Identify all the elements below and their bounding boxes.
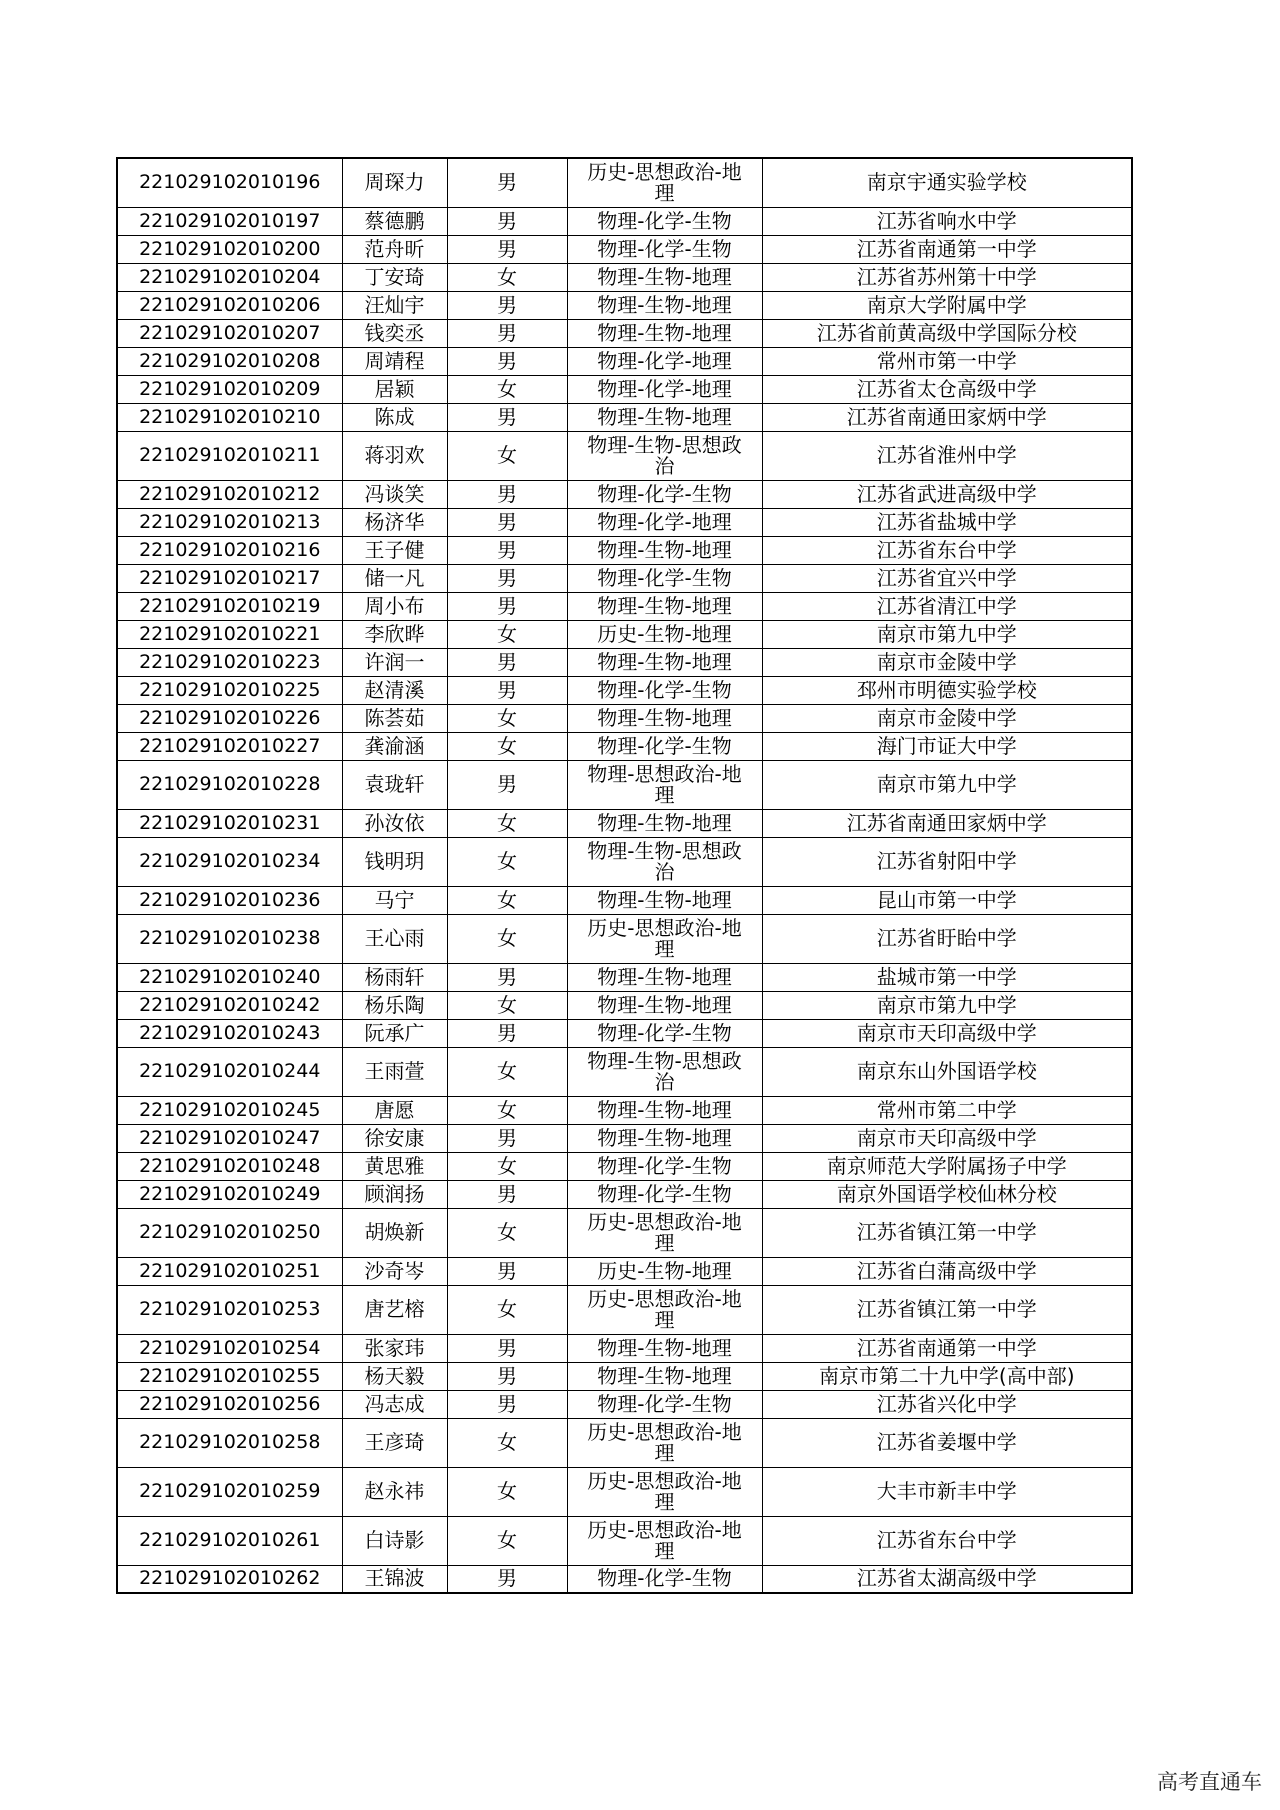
cell-sex: 女: [447, 431, 567, 480]
cell-school: 海门市证大中学: [762, 732, 1132, 760]
cell-student-id: 221029102010259: [117, 1467, 342, 1516]
table-row: [117, 1390, 1132, 1418]
table-row: [117, 235, 1132, 263]
cell-student-id: 221029102010236: [117, 886, 342, 914]
cell-subjects: [567, 1418, 762, 1467]
cell-school: 昆山市第一中学: [762, 886, 1132, 914]
cell-name: 杨济华: [342, 508, 447, 536]
cell-school: 江苏省镇江第一中学: [762, 1285, 1132, 1334]
cell-sex: 女: [447, 1285, 567, 1334]
cell-sex: 女: [447, 1152, 567, 1180]
cell-school: 盐城市第一中学: [762, 963, 1132, 991]
cell-subjects: 物理-化学-生物: [567, 1390, 762, 1418]
cell-school: 江苏省东台中学: [762, 536, 1132, 564]
cell-sex: 女: [447, 809, 567, 837]
cell-student-id: 221029102010256: [117, 1390, 342, 1418]
cell-subjects: [567, 158, 762, 207]
cell-subjects: [567, 1047, 762, 1096]
cell-school: 江苏省苏州第十中学: [762, 263, 1132, 291]
cell-subjects: 物理-生物-地理: [567, 319, 762, 347]
cell-school: 常州市第一中学: [762, 347, 1132, 375]
cell-student-id: 221029102010227: [117, 732, 342, 760]
cell-student-id: 221029102010213: [117, 508, 342, 536]
table-row: [117, 263, 1132, 291]
cell-student-id: 221029102010248: [117, 1152, 342, 1180]
cell-student-id: 221029102010247: [117, 1124, 342, 1152]
cell-school: 江苏省兴化中学: [762, 1390, 1132, 1418]
cell-school: 江苏省前黄高级中学国际分校: [762, 319, 1132, 347]
cell-sex: 女: [447, 1516, 567, 1565]
cell-name: 胡焕新: [342, 1208, 447, 1257]
cell-school: 南京市第九中学: [762, 760, 1132, 809]
cell-student-id: 221029102010209: [117, 375, 342, 403]
cell-subjects: [567, 1285, 762, 1334]
cell-name: 王锦波: [342, 1565, 447, 1593]
cell-name: 张家玮: [342, 1334, 447, 1362]
cell-sex: 女: [447, 1047, 567, 1096]
table-row: [117, 837, 1132, 886]
cell-student-id: 221029102010212: [117, 480, 342, 508]
cell-subjects: 物理-生物-地理: [567, 1362, 762, 1390]
cell-sex: 男: [447, 1019, 567, 1047]
cell-school: 江苏省姜堰中学: [762, 1418, 1132, 1467]
cell-student-id: 221029102010244: [117, 1047, 342, 1096]
cell-sex: 女: [447, 886, 567, 914]
cell-sex: 男: [447, 564, 567, 592]
cell-sex: 男: [447, 1334, 567, 1362]
table-row: [117, 1152, 1132, 1180]
table-row: [117, 1418, 1132, 1467]
cell-name: 范舟昕: [342, 235, 447, 263]
cell-student-id: 221029102010250: [117, 1208, 342, 1257]
cell-subjects-text: 物理-生物-思想政治: [587, 1050, 742, 1093]
cell-name: 钱明玥: [342, 837, 447, 886]
cell-student-id: 221029102010221: [117, 620, 342, 648]
cell-sex: 男: [447, 291, 567, 319]
cell-student-id: 221029102010196: [117, 158, 342, 207]
cell-name: 周靖程: [342, 347, 447, 375]
cell-name: 陈成: [342, 403, 447, 431]
cell-school: 江苏省南通第一中学: [762, 235, 1132, 263]
cell-subjects: 物理-化学-生物: [567, 1180, 762, 1208]
cell-school: 南京外国语学校仙林分校: [762, 1180, 1132, 1208]
cell-school: 南京市第二十九中学(高中部): [762, 1362, 1132, 1390]
cell-name: 孙汝依: [342, 809, 447, 837]
cell-subjects: 物理-化学-地理: [567, 347, 762, 375]
cell-subjects: 物理-化学-地理: [567, 375, 762, 403]
cell-subjects: 物理-生物-地理: [567, 536, 762, 564]
cell-sex: 女: [447, 1467, 567, 1516]
table-row: [117, 480, 1132, 508]
cell-name: 周琛力: [342, 158, 447, 207]
cell-sex: 女: [447, 704, 567, 732]
cell-sex: 男: [447, 1390, 567, 1418]
cell-school: 南京市第九中学: [762, 620, 1132, 648]
table-row: [117, 1257, 1132, 1285]
cell-name: 蒋羽欢: [342, 431, 447, 480]
table-row: [117, 1208, 1132, 1257]
cell-student-id: 221029102010204: [117, 263, 342, 291]
cell-subjects: 物理-生物-地理: [567, 1096, 762, 1124]
cell-sex: 女: [447, 1096, 567, 1124]
cell-name: 赵清溪: [342, 676, 447, 704]
table-row: [117, 963, 1132, 991]
cell-student-id: 221029102010261: [117, 1516, 342, 1565]
table-row: [117, 347, 1132, 375]
cell-student-id: 221029102010216: [117, 536, 342, 564]
cell-school: 江苏省淮州中学: [762, 431, 1132, 480]
watermark: 高考直通车: [1157, 1770, 1262, 1794]
cell-sex: 女: [447, 1208, 567, 1257]
cell-subjects-text: 历史-思想政治-地理: [587, 917, 742, 960]
cell-name: 龚渝涵: [342, 732, 447, 760]
cell-school: 南京市第九中学: [762, 991, 1132, 1019]
cell-name: 钱奕丞: [342, 319, 447, 347]
cell-student-id: 221029102010228: [117, 760, 342, 809]
cell-subjects: 物理-化学-生物: [567, 1019, 762, 1047]
cell-student-id: 221029102010223: [117, 648, 342, 676]
cell-sex: 男: [447, 403, 567, 431]
cell-subjects: [567, 1467, 762, 1516]
table-row: [117, 319, 1132, 347]
cell-student-id: 221029102010254: [117, 1334, 342, 1362]
cell-sex: 男: [447, 676, 567, 704]
cell-subjects-text: 物理-生物-思想政治: [587, 434, 742, 477]
cell-name: 马宁: [342, 886, 447, 914]
table-row: [117, 809, 1132, 837]
cell-name: 杨天毅: [342, 1362, 447, 1390]
cell-name: 唐艺榕: [342, 1285, 447, 1334]
cell-sex: 女: [447, 991, 567, 1019]
cell-school: 江苏省东台中学: [762, 1516, 1132, 1565]
cell-subjects: 物理-生物-地理: [567, 648, 762, 676]
cell-school: 江苏省武进高级中学: [762, 480, 1132, 508]
cell-sex: 女: [447, 914, 567, 963]
cell-subjects: [567, 1208, 762, 1257]
cell-subjects: 物理-化学-生物: [567, 1152, 762, 1180]
cell-name: 沙奇岑: [342, 1257, 447, 1285]
cell-student-id: 221029102010231: [117, 809, 342, 837]
cell-subjects-text: 物理-思想政治-地理: [587, 763, 742, 806]
table-row: [117, 1565, 1132, 1593]
cell-school: 南京市金陵中学: [762, 648, 1132, 676]
table-row: [117, 508, 1132, 536]
cell-subjects: 物理-化学-生物: [567, 676, 762, 704]
cell-school: 江苏省盐城中学: [762, 508, 1132, 536]
cell-subjects: [567, 431, 762, 480]
table-row: [117, 1334, 1132, 1362]
cell-student-id: 221029102010255: [117, 1362, 342, 1390]
table-row: [117, 914, 1132, 963]
cell-subjects-text: 历史-思想政治-地理: [587, 1421, 742, 1464]
cell-school: 江苏省盱眙中学: [762, 914, 1132, 963]
cell-student-id: 221029102010207: [117, 319, 342, 347]
cell-student-id: 221029102010242: [117, 991, 342, 1019]
cell-student-id: 221029102010238: [117, 914, 342, 963]
cell-sex: 女: [447, 837, 567, 886]
cell-subjects: 物理-化学-生物: [567, 235, 762, 263]
cell-subjects: [567, 1516, 762, 1565]
cell-name: 周小布: [342, 592, 447, 620]
cell-student-id: 221029102010200: [117, 235, 342, 263]
cell-sex: 男: [447, 235, 567, 263]
table-row: [117, 648, 1132, 676]
cell-subjects: 物理-化学-地理: [567, 508, 762, 536]
table-row: [117, 620, 1132, 648]
cell-subjects-text: 历史-思想政治-地理: [587, 1519, 742, 1562]
cell-sex: 男: [447, 347, 567, 375]
cell-subjects: 物理-化学-生物: [567, 207, 762, 235]
cell-school: 江苏省南通田家炳中学: [762, 403, 1132, 431]
cell-student-id: 221029102010249: [117, 1180, 342, 1208]
table-row: [117, 536, 1132, 564]
table-row: [117, 1362, 1132, 1390]
table-row: [117, 291, 1132, 319]
cell-student-id: 221029102010211: [117, 431, 342, 480]
cell-subjects: 物理-化学-生物: [567, 1565, 762, 1593]
cell-student-id: 221029102010206: [117, 291, 342, 319]
cell-student-id: 221029102010245: [117, 1096, 342, 1124]
cell-subjects: 物理-生物-地理: [567, 1124, 762, 1152]
cell-sex: 女: [447, 375, 567, 403]
table-row: [117, 1180, 1132, 1208]
cell-student-id: 221029102010208: [117, 347, 342, 375]
cell-subjects: [567, 760, 762, 809]
table-row: [117, 1516, 1132, 1565]
table-row: [117, 991, 1132, 1019]
cell-student-id: 221029102010197: [117, 207, 342, 235]
cell-subjects-text: 历史-思想政治-地理: [587, 1288, 742, 1331]
table-row: [117, 732, 1132, 760]
cell-name: 王雨萱: [342, 1047, 447, 1096]
cell-sex: 男: [447, 319, 567, 347]
cell-subjects: 物理-生物-地理: [567, 592, 762, 620]
table-row: [117, 704, 1132, 732]
cell-student-id: 221029102010258: [117, 1418, 342, 1467]
cell-sex: 男: [447, 648, 567, 676]
cell-school: 南京大学附属中学: [762, 291, 1132, 319]
cell-subjects: [567, 837, 762, 886]
cell-school: 南京市金陵中学: [762, 704, 1132, 732]
cell-name: 阮承广: [342, 1019, 447, 1047]
cell-name: 许润一: [342, 648, 447, 676]
table-row: [117, 431, 1132, 480]
cell-name: 白诗影: [342, 1516, 447, 1565]
cell-school: 常州市第二中学: [762, 1096, 1132, 1124]
cell-subjects-text: 历史-思想政治-地理: [587, 161, 742, 204]
cell-student-id: 221029102010234: [117, 837, 342, 886]
table-row: [117, 592, 1132, 620]
cell-name: 王彦琦: [342, 1418, 447, 1467]
table-row: [117, 207, 1132, 235]
cell-sex: 男: [447, 592, 567, 620]
cell-school: 邳州市明德实验学校: [762, 676, 1132, 704]
table-row: [117, 1467, 1132, 1516]
cell-school: 南京市天印高级中学: [762, 1124, 1132, 1152]
cell-name: 徐安康: [342, 1124, 447, 1152]
table-row: [117, 1096, 1132, 1124]
cell-student-id: 221029102010226: [117, 704, 342, 732]
cell-name: 李欣晔: [342, 620, 447, 648]
table-row: [117, 1019, 1132, 1047]
cell-subjects: 物理-化学-生物: [567, 732, 762, 760]
cell-name: 顾润扬: [342, 1180, 447, 1208]
cell-school: 江苏省射阳中学: [762, 837, 1132, 886]
cell-student-id: 221029102010243: [117, 1019, 342, 1047]
cell-sex: 男: [447, 1257, 567, 1285]
cell-subjects: 物理-化学-生物: [567, 480, 762, 508]
cell-sex: 男: [447, 508, 567, 536]
cell-school: 江苏省太湖高级中学: [762, 1565, 1132, 1593]
cell-subjects: 物理-生物-地理: [567, 991, 762, 1019]
cell-school: 南京师范大学附属扬子中学: [762, 1152, 1132, 1180]
cell-student-id: 221029102010219: [117, 592, 342, 620]
cell-sex: 男: [447, 480, 567, 508]
cell-school: 南京市天印高级中学: [762, 1019, 1132, 1047]
cell-name: 赵永祎: [342, 1467, 447, 1516]
cell-subjects: 物理-生物-地理: [567, 809, 762, 837]
cell-student-id: 221029102010262: [117, 1565, 342, 1593]
cell-subjects: 物理-化学-生物: [567, 564, 762, 592]
cell-school: 江苏省南通第一中学: [762, 1334, 1132, 1362]
cell-school: 江苏省南通田家炳中学: [762, 809, 1132, 837]
table-row: [117, 403, 1132, 431]
cell-school: 江苏省宜兴中学: [762, 564, 1132, 592]
cell-subjects-text: 物理-生物-思想政治: [587, 840, 742, 883]
cell-school: 江苏省镇江第一中学: [762, 1208, 1132, 1257]
cell-student-id: 221029102010217: [117, 564, 342, 592]
cell-sex: 男: [447, 1565, 567, 1593]
cell-name: 蔡德鹏: [342, 207, 447, 235]
cell-school: 大丰市新丰中学: [762, 1467, 1132, 1516]
cell-student-id: 221029102010251: [117, 1257, 342, 1285]
table-row: [117, 564, 1132, 592]
cell-school: 江苏省清江中学: [762, 592, 1132, 620]
table-row: [117, 158, 1132, 207]
cell-sex: 男: [447, 1124, 567, 1152]
student-roster-table: [116, 157, 1133, 1594]
cell-subjects-text: 历史-思想政治-地理: [587, 1211, 742, 1254]
cell-name: 汪灿宇: [342, 291, 447, 319]
cell-subjects: 物理-生物-地理: [567, 263, 762, 291]
cell-name: 丁安琦: [342, 263, 447, 291]
cell-school: 江苏省响水中学: [762, 207, 1132, 235]
cell-subjects: 物理-生物-地理: [567, 886, 762, 914]
cell-subjects: 历史-生物-地理: [567, 1257, 762, 1285]
cell-school: 江苏省太仓高级中学: [762, 375, 1132, 403]
cell-subjects: [567, 914, 762, 963]
cell-name: 王心雨: [342, 914, 447, 963]
cell-student-id: 221029102010253: [117, 1285, 342, 1334]
cell-name: 王子健: [342, 536, 447, 564]
cell-name: 居颖: [342, 375, 447, 403]
cell-school: 南京东山外国语学校: [762, 1047, 1132, 1096]
cell-student-id: 221029102010240: [117, 963, 342, 991]
cell-sex: 女: [447, 1418, 567, 1467]
table-row: [117, 886, 1132, 914]
cell-sex: 男: [447, 760, 567, 809]
table-row: [117, 760, 1132, 809]
cell-name: 冯志成: [342, 1390, 447, 1418]
table-row: [117, 375, 1132, 403]
cell-student-id: 221029102010225: [117, 676, 342, 704]
roster-body: [117, 158, 1132, 1593]
cell-subjects: 物理-生物-地理: [567, 704, 762, 732]
cell-name: 冯谈笑: [342, 480, 447, 508]
cell-school: 江苏省白蒲高级中学: [762, 1257, 1132, 1285]
table-row: [117, 1124, 1132, 1152]
table-row: [117, 676, 1132, 704]
cell-subjects: 物理-生物-地理: [567, 403, 762, 431]
cell-subjects: 历史-生物-地理: [567, 620, 762, 648]
cell-sex: 男: [447, 207, 567, 235]
cell-sex: 男: [447, 536, 567, 564]
cell-subjects: 物理-生物-地理: [567, 291, 762, 319]
cell-name: 袁珑轩: [342, 760, 447, 809]
cell-sex: 男: [447, 158, 567, 207]
cell-name: 储一凡: [342, 564, 447, 592]
cell-name: 陈荟茹: [342, 704, 447, 732]
cell-name: 杨雨轩: [342, 963, 447, 991]
cell-subjects-text: 历史-思想政治-地理: [587, 1470, 742, 1513]
cell-sex: 女: [447, 732, 567, 760]
cell-sex: 男: [447, 1362, 567, 1390]
table-row: [117, 1047, 1132, 1096]
cell-sex: 女: [447, 263, 567, 291]
cell-sex: 男: [447, 1180, 567, 1208]
cell-sex: 男: [447, 963, 567, 991]
cell-name: 黄思雅: [342, 1152, 447, 1180]
cell-name: 杨乐陶: [342, 991, 447, 1019]
cell-subjects: 物理-生物-地理: [567, 1334, 762, 1362]
table-row: [117, 1285, 1132, 1334]
cell-student-id: 221029102010210: [117, 403, 342, 431]
cell-school: 南京宇通实验学校: [762, 158, 1132, 207]
cell-subjects: 物理-生物-地理: [567, 963, 762, 991]
cell-name: 唐愿: [342, 1096, 447, 1124]
cell-sex: 女: [447, 620, 567, 648]
